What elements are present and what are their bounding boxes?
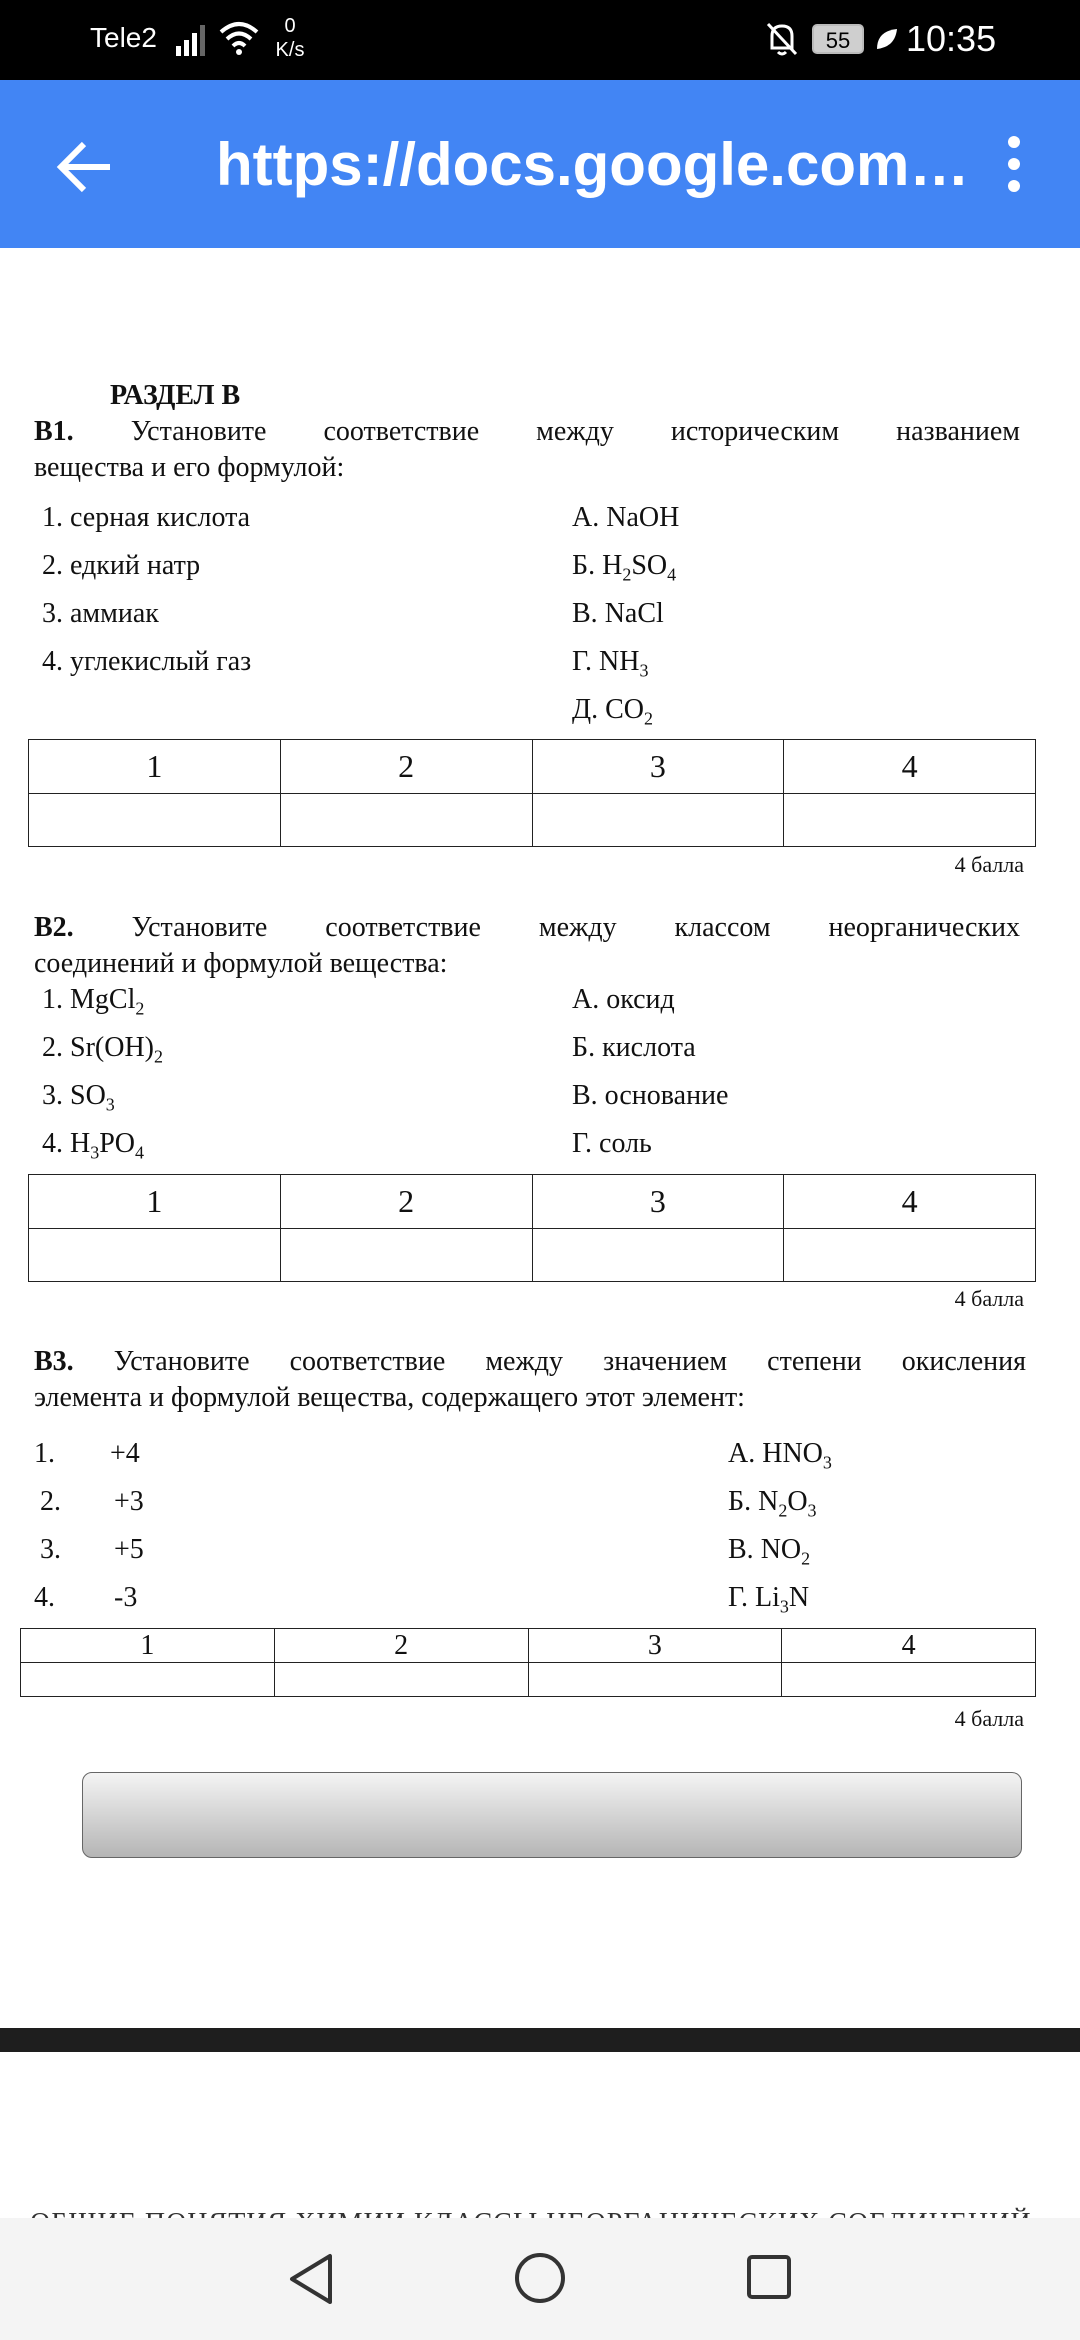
formula-part: H bbox=[70, 1128, 91, 1159]
item-prefix: В. bbox=[728, 1534, 761, 1565]
list-item: А. оксид bbox=[572, 984, 675, 1015]
list-item: 1. серная кислота bbox=[42, 502, 251, 533]
list-item bbox=[42, 1032, 163, 1068]
network-speed bbox=[272, 14, 308, 62]
list-item bbox=[728, 1582, 809, 1618]
item-prefix: 2. bbox=[42, 1032, 70, 1063]
answer-cell[interactable] bbox=[528, 1663, 782, 1697]
answer-cell[interactable] bbox=[21, 1663, 275, 1697]
more-options-icon[interactable] bbox=[996, 136, 1032, 196]
formula-part: NaCl bbox=[604, 598, 664, 629]
table-header: 1 bbox=[29, 1175, 281, 1229]
list-item-number: 4. bbox=[34, 1582, 55, 1613]
oxidation-value: +4 bbox=[110, 1438, 140, 1469]
status-bar bbox=[0, 0, 1080, 80]
gray-button-shape[interactable] bbox=[82, 1772, 1022, 1858]
table-header: 1 bbox=[29, 740, 281, 794]
formula-part: PO bbox=[99, 1128, 136, 1159]
oxidation-value: +3 bbox=[114, 1486, 144, 1517]
item-prefix: А. bbox=[572, 502, 607, 533]
list-item bbox=[728, 1486, 817, 1522]
answer-cell[interactable] bbox=[274, 1663, 528, 1697]
formula-part: Sr(OH) bbox=[70, 1032, 154, 1063]
answer-cell[interactable] bbox=[280, 794, 532, 847]
table-header: 4 bbox=[784, 1175, 1036, 1229]
system-nav-bar bbox=[0, 2218, 1080, 2340]
formula-part: NH bbox=[599, 646, 640, 677]
formula-subscript: 3 bbox=[822, 1452, 832, 1473]
formula-part: SO bbox=[631, 550, 668, 581]
list-item: В. основание bbox=[572, 1080, 729, 1111]
list-item bbox=[728, 1534, 810, 1570]
battery-indicator: 55 bbox=[812, 24, 864, 54]
b1-answer-table bbox=[28, 739, 1036, 847]
answer-cell[interactable] bbox=[532, 1229, 784, 1282]
formula-subscript: 3 bbox=[90, 1142, 100, 1163]
document-page bbox=[0, 248, 1080, 2028]
formula-part: N bbox=[758, 1486, 779, 1517]
b2-text: Установите соответствие между классом неорганических bbox=[131, 912, 1020, 943]
b3-score: 4 балла bbox=[954, 1706, 1024, 1731]
clock: 10:35 bbox=[906, 18, 997, 59]
table-header: 4 bbox=[782, 1629, 1036, 1663]
formula-subscript: 4 bbox=[667, 564, 677, 585]
list-item-number: 3. bbox=[40, 1534, 61, 1565]
formula-part: HNO bbox=[762, 1438, 823, 1469]
list-item bbox=[572, 694, 653, 730]
formula-subscript: 2 bbox=[801, 1548, 811, 1569]
item-prefix: 4. bbox=[42, 1128, 70, 1159]
list-item bbox=[572, 646, 648, 682]
list-item bbox=[42, 1080, 115, 1116]
b3-text-cont: элемента и формулой вещества, содержащего этот элемент: bbox=[34, 1382, 745, 1413]
formula-subscript: 2 bbox=[778, 1500, 788, 1521]
list-item: Б. кислота bbox=[572, 1032, 696, 1063]
b2-text-cont: соединений и формулой вещества: bbox=[34, 948, 448, 979]
list-item: Г. соль bbox=[572, 1128, 652, 1159]
back-arrow-icon[interactable] bbox=[50, 132, 120, 202]
signal-icon bbox=[176, 20, 210, 56]
item-prefix: В. bbox=[572, 598, 605, 629]
table-header: 2 bbox=[280, 740, 532, 794]
table-header: 4 bbox=[784, 740, 1036, 794]
table-header: 3 bbox=[532, 740, 784, 794]
carrier-name: Tele2 bbox=[90, 22, 157, 53]
table-header: 3 bbox=[532, 1175, 784, 1229]
formula-subscript: 4 bbox=[135, 1142, 145, 1163]
formula-part: MgCl bbox=[70, 984, 136, 1015]
page-separator bbox=[0, 2028, 1080, 2052]
list-item bbox=[728, 1438, 832, 1474]
list-item bbox=[572, 502, 679, 534]
answer-cell[interactable] bbox=[782, 1663, 1036, 1697]
item-prefix: Г. bbox=[572, 646, 600, 677]
b3-question bbox=[34, 1346, 1026, 1378]
table-header: 1 bbox=[21, 1629, 275, 1663]
wifi-icon bbox=[218, 20, 260, 56]
formula-subscript: 2 bbox=[644, 708, 654, 729]
formula-part: NO bbox=[760, 1534, 802, 1565]
list-item-number: 2. bbox=[40, 1486, 61, 1517]
formula-subscript: 2 bbox=[622, 564, 632, 585]
list-item-number: 1. bbox=[34, 1438, 55, 1469]
item-prefix: 3. bbox=[42, 1080, 70, 1111]
answer-cell[interactable] bbox=[784, 794, 1036, 847]
item-prefix: Г. bbox=[728, 1582, 756, 1613]
home-circle-icon[interactable] bbox=[514, 2252, 566, 2304]
list-item: 3. аммиак bbox=[42, 598, 159, 629]
formula-part: SO bbox=[70, 1080, 106, 1111]
b1-text-cont: вещества и его формулой: bbox=[34, 452, 345, 483]
b3-label: В3. bbox=[34, 1346, 74, 1377]
item-prefix: Б. bbox=[728, 1486, 759, 1517]
b1-question bbox=[34, 416, 1020, 448]
b2-label: В2. bbox=[34, 912, 74, 943]
section-title: РАЗДЕЛ В bbox=[110, 380, 241, 411]
answer-cell[interactable] bbox=[280, 1229, 532, 1282]
b2-question bbox=[34, 912, 1020, 944]
b1-label: В1. bbox=[34, 416, 74, 447]
list-item bbox=[572, 550, 676, 586]
formula-part: CO bbox=[605, 694, 645, 725]
formula-subscript: 3 bbox=[779, 1596, 789, 1617]
bell-off-icon bbox=[764, 20, 800, 58]
b2-answer-table bbox=[28, 1174, 1036, 1282]
list-item bbox=[42, 984, 144, 1020]
formula-subscript: 3 bbox=[105, 1094, 115, 1115]
browser-app-bar bbox=[0, 80, 1080, 248]
speed-unit: K/s bbox=[275, 39, 305, 61]
table-header: 2 bbox=[280, 1175, 532, 1229]
recents-square-icon[interactable] bbox=[746, 2254, 792, 2300]
formula-part: H bbox=[602, 550, 623, 581]
leaf-icon bbox=[874, 26, 900, 52]
list-item bbox=[572, 598, 664, 630]
oxidation-value: +5 bbox=[114, 1534, 144, 1565]
formula-subscript: 3 bbox=[639, 660, 649, 681]
oxidation-value: -3 bbox=[114, 1582, 138, 1613]
answer-cell[interactable] bbox=[532, 794, 784, 847]
answer-cell[interactable] bbox=[29, 794, 281, 847]
b1-text: Установите соответствие между историческим названием bbox=[130, 416, 1021, 447]
formula-subscript: 2 bbox=[154, 1046, 163, 1067]
item-prefix: 1. bbox=[42, 984, 70, 1015]
list-item bbox=[42, 1128, 144, 1164]
back-triangle-icon[interactable] bbox=[286, 2252, 336, 2306]
formula-part: NaOH bbox=[606, 502, 680, 533]
formula-part: Li bbox=[755, 1582, 780, 1613]
answer-cell[interactable] bbox=[29, 1229, 281, 1282]
formula-part: N bbox=[788, 1582, 810, 1613]
item-prefix: А. bbox=[728, 1438, 763, 1469]
list-item: 4. углекислый газ bbox=[42, 646, 252, 677]
table-header: 3 bbox=[528, 1629, 782, 1663]
list-item: 2. едкий натр bbox=[42, 550, 201, 581]
b3-text: Установите соответствие между значением степени окисления bbox=[113, 1346, 1026, 1377]
table-header: 2 bbox=[274, 1629, 528, 1663]
page-url[interactable]: https://docs.google.com… bbox=[216, 131, 970, 198]
b2-score: 4 балла bbox=[954, 1286, 1024, 1311]
answer-cell[interactable] bbox=[784, 1229, 1036, 1282]
speed-value: 0 bbox=[284, 15, 296, 37]
item-prefix: Б. bbox=[572, 550, 603, 581]
b1-score: 4 балла bbox=[954, 852, 1024, 877]
item-prefix: Д. bbox=[572, 694, 606, 725]
b3-answer-table bbox=[20, 1628, 1036, 1697]
formula-part: O bbox=[787, 1486, 808, 1517]
formula-subscript: 3 bbox=[807, 1500, 817, 1521]
formula-subscript: 2 bbox=[135, 998, 145, 1019]
